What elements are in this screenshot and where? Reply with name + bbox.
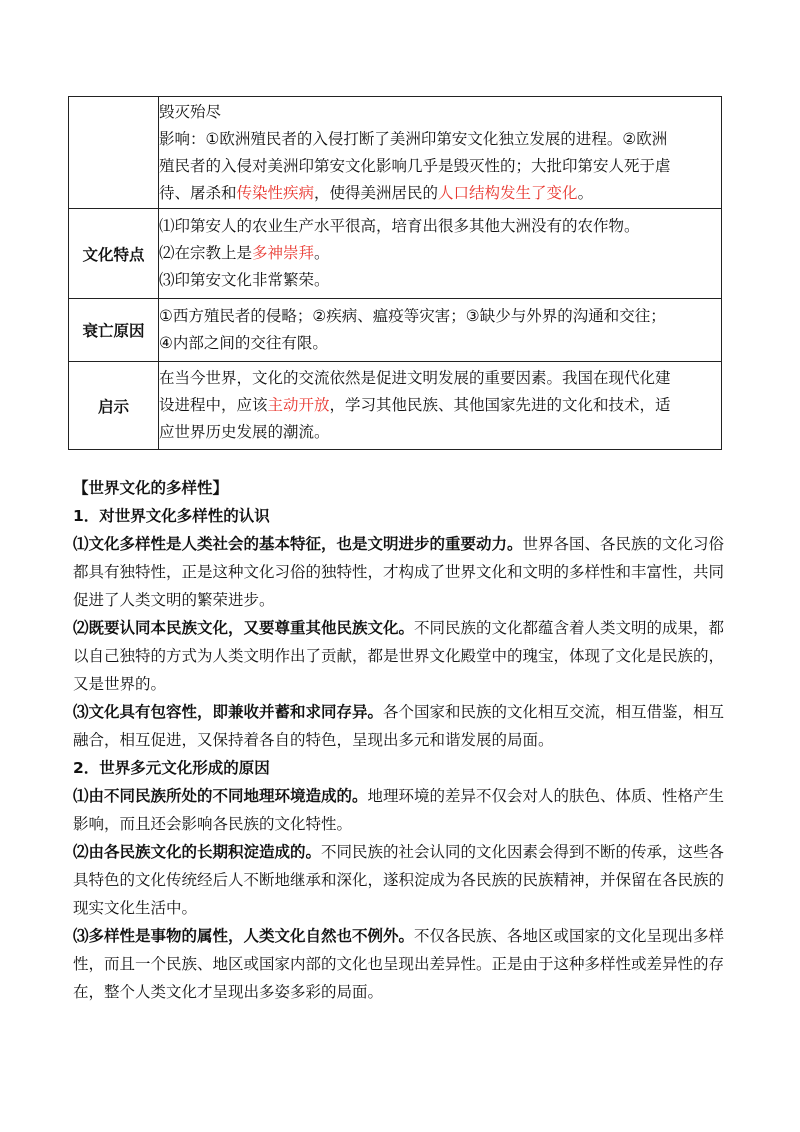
cell-text: 应世界历史发展的潮流。 xyxy=(159,423,330,441)
cell-text: ，学习其他民族、其他国家先进的文化和技术，适 xyxy=(329,396,671,414)
cell-line xyxy=(159,267,721,294)
cell-text: ⑴印第安人的农业生产水平很高，培育出很多其他大洲没有的农作物。 xyxy=(159,217,640,235)
paragraph-2-text: 不同民族的文化都蕴含着人类文明的成果，都以自己独特的方式为人类文明作出了贡献，都是世界文化殿堂中的瑰宝，体现了文化是民族的，又是世界的。 xyxy=(73,619,725,693)
cause-2 xyxy=(73,838,733,922)
cell-text: 。 xyxy=(577,183,594,202)
cell-line xyxy=(159,365,721,392)
cause-3-text: 不仅各民族、各地区或国家的文化呈现出多样性，而且一个民族、地区或国家内部的文化也呈现出差异性。正是由于这种多样性或差异性的存在，整个人类文化才呈现出多姿多彩的局面。 xyxy=(73,927,725,1001)
row-label-features: 文化特点 xyxy=(69,209,159,299)
cell-text: 设进程中，应该 xyxy=(159,396,268,414)
cause-3 xyxy=(73,922,733,1006)
cell-line xyxy=(159,213,721,240)
paragraph-3-text: 各个国家和民族的文化相互交流，相互借鉴，相互融合，相互促进，又保持着各自的特色，呈现出多元和谐发展的局面。 xyxy=(73,703,725,749)
section-title: 【世界文化的多样性】 xyxy=(73,479,229,497)
cell-text: ，使得美洲居民的 xyxy=(314,183,439,202)
heading-causes: 2．世界多元文化形成的原因 xyxy=(73,759,270,777)
highlight-text: 人口结构发生了变化 xyxy=(438,183,578,202)
row-label-empty xyxy=(69,97,159,209)
cell-text: ⑶印第安文化非常繁荣。 xyxy=(159,271,330,289)
cell-text: 殖民者的入侵对美洲印第安文化影响几乎是毁灭性的；大批印第安人死于虐 xyxy=(159,156,671,175)
heading-understanding: 1．对世界文化多样性的认识 xyxy=(73,507,270,525)
cause-1 xyxy=(73,782,733,838)
cause-1-lead: ⑴由不同民族所处的不同地理环境造成的。 xyxy=(73,787,368,805)
table-row xyxy=(69,209,722,299)
cell-text: ④内部之间的交往有限。 xyxy=(159,334,328,352)
cause-2-text: 不同民族的社会认同的文化因素会得到不断的传承，这些各具特色的文化传统经后人不断地继承和深化，遂积淀成为各民族的民族精神，并保留在各民族的现实文化生活中。 xyxy=(73,843,725,917)
cell-text: 。 xyxy=(314,244,330,262)
row-label-decline: 衰亡原因 xyxy=(69,299,159,362)
paragraph-1-lead: ⑴文化多样性是人类社会的基本特征，也是文明进步的重要动力。 xyxy=(73,535,523,553)
cell-line xyxy=(159,153,721,180)
culture-table xyxy=(68,96,722,450)
impact-cell xyxy=(159,97,722,209)
paragraph-3 xyxy=(73,698,733,754)
cell-text: ①西方殖民者的侵略；②疾病、瘟疫等灾害；③缺少与外界的沟通和交往； xyxy=(159,307,666,325)
cell-line xyxy=(159,99,721,126)
highlight-text: 多神崇拜 xyxy=(252,244,315,262)
paragraph-1 xyxy=(73,530,733,614)
cause-3-lead: ⑶多样性是事物的属性，人类文化自然也不例外。 xyxy=(73,927,415,945)
cell-line xyxy=(159,330,721,357)
cell-text: 在当今世界，文化的交流依然是促进文明发展的重要因素。我国在现代化建 xyxy=(159,369,671,387)
cell-text: ⑵在宗教上是 xyxy=(159,244,253,262)
row-label-inspiration: 启示 xyxy=(69,362,159,450)
cell-text: 待、屠杀和 xyxy=(159,183,237,202)
cell-line xyxy=(159,303,721,330)
highlight-text: 传染性疾病 xyxy=(236,183,315,202)
cause-1-text: 地理环境的差异不仅会对人的肤色、体质、性格产生影响，而且还会影响各民族的文化特性。 xyxy=(73,787,725,833)
highlight-text: 主动开放 xyxy=(267,396,330,414)
table-row xyxy=(69,97,722,209)
table-row xyxy=(69,299,722,362)
paragraph-1-text: 世界各国、各民族的文化习俗都具有独特性，正是这种文化习俗的独特性，才构成了世界文化和文明的多样性和丰富性，共同促进了人类文明的繁荣进步。 xyxy=(73,535,725,609)
cell-text: 影响：①欧洲殖民者的入侵打断了美洲印第安文化独立发展的进程。②欧洲 xyxy=(159,129,668,148)
paragraph-2-lead: ⑵既要认同本民族文化，又要尊重其他民族文化。 xyxy=(73,619,415,637)
paragraph-3-lead: ⑶文化具有包容性，即兼收并蓄和求同存异。 xyxy=(73,703,384,721)
table-row xyxy=(69,362,722,450)
features-cell xyxy=(159,209,722,299)
diversity-section xyxy=(73,474,733,1006)
cell-line xyxy=(159,392,721,419)
decline-cell xyxy=(159,299,722,362)
inspiration-cell xyxy=(159,362,722,450)
cell-line xyxy=(159,419,721,446)
cell-line xyxy=(159,126,721,153)
cell-text: 毁灭殆尽 xyxy=(159,102,222,121)
cell-line xyxy=(159,180,721,207)
cause-2-lead: ⑵由各民族文化的长期积淀造成的。 xyxy=(73,843,322,861)
paragraph-2 xyxy=(73,614,733,698)
cell-line xyxy=(159,240,721,267)
